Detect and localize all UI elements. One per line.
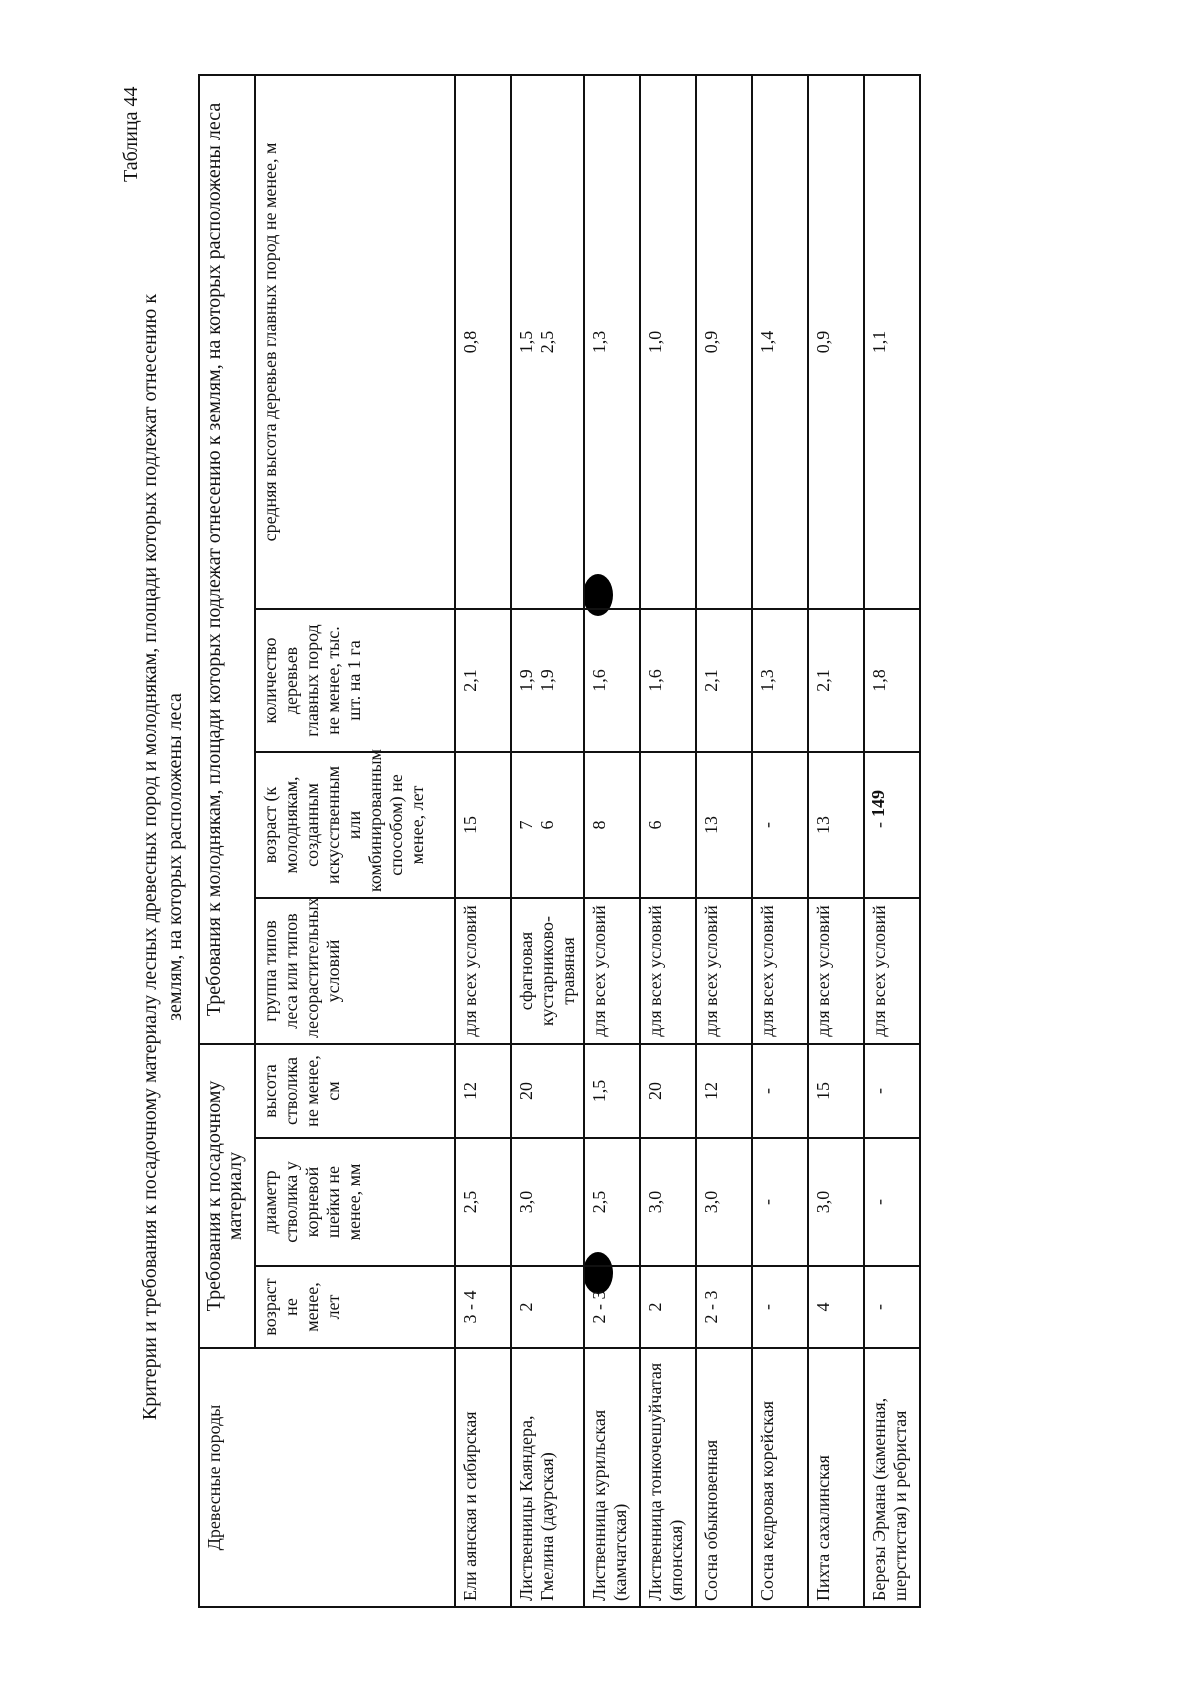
cell-forest-group: для всех условий (640, 898, 696, 1044)
header-avg-height: средняя высота деревьев главных пород не менее, м (255, 75, 455, 609)
cell-avg-height: 0,9 (808, 75, 864, 609)
header-young-age: возраст (к молоднякам, созданным искусственным или комбинированным способом) не менее, лет (255, 752, 455, 898)
cell-avg-height: 1,3 (584, 75, 640, 609)
table-row (864, 75, 920, 1607)
cell-count: 2,1 (455, 609, 511, 752)
cell-young-age: - (864, 752, 920, 898)
cell-age: 2 (511, 1266, 584, 1348)
header-species: Древесные породы (199, 1348, 455, 1607)
cell-young-age: - (752, 752, 808, 898)
cell-avg-height: 1,5 2,5 (511, 75, 584, 609)
cell-height: 1,5 (584, 1044, 640, 1138)
cell-avg-height: 1,4 (752, 75, 808, 609)
cell-avg-height: 1,0 (640, 75, 696, 609)
cell-forest-group: сфагновая кустарниково-травяная (511, 898, 584, 1044)
cell-species: Лиственница курильская (камчатская) (584, 1348, 640, 1607)
cell-height: 15 (808, 1044, 864, 1138)
cell-avg-height: 0,9 (696, 75, 752, 609)
cell-age: 2 - 3 (584, 1266, 640, 1348)
cell-young-age: 8 (584, 752, 640, 898)
cell-diameter: 3,0 (808, 1138, 864, 1266)
cell-diameter: - (864, 1138, 920, 1266)
cell-diameter: 2,5 (455, 1138, 511, 1266)
table-row (752, 75, 808, 1607)
cell-forest-group: для всех условий (808, 898, 864, 1044)
cell-height: - (752, 1044, 808, 1138)
cell-avg-height: 1,1 (864, 75, 920, 609)
cell-avg-height: 0,8 (455, 75, 511, 609)
cell-species: Ели аянская и сибирская (455, 1348, 511, 1607)
table-row (584, 75, 640, 1607)
cell-height: 20 (511, 1044, 584, 1138)
cell-species: Лиственницы Каяндера, Гмелина (даурская) (511, 1348, 584, 1607)
cell-height: 12 (455, 1044, 511, 1138)
cell-count: 2,1 (808, 609, 864, 752)
cell-height: - (864, 1044, 920, 1138)
cell-young-age: 6 (640, 752, 696, 898)
cell-young-age: 13 (808, 752, 864, 898)
table-row (696, 75, 752, 1607)
cell-diameter: 3,0 (696, 1138, 752, 1266)
table-row (455, 75, 511, 1607)
table-caption (138, 107, 188, 1607)
header-age: возраст не менее, лет (255, 1266, 455, 1348)
header-count: количество деревьев главных пород не менее, тыс. шт. на 1 га (255, 609, 455, 752)
cell-age: 4 (808, 1266, 864, 1348)
cell-height: 20 (640, 1044, 696, 1138)
cell-count: 1,9 1,9 (511, 609, 584, 752)
header-group-planting: Требования к посадочному материалу (199, 1044, 255, 1348)
cell-forest-group: для всех условий (584, 898, 640, 1044)
cell-age: 2 (640, 1266, 696, 1348)
cell-diameter: 2,5 (584, 1138, 640, 1266)
cell-forest-group: для всех условий (864, 898, 920, 1044)
cell-species: Пихта сахалинская (808, 1348, 864, 1607)
cell-young-age: 7 6 (511, 752, 584, 898)
cell-age: - (752, 1266, 808, 1348)
cell-age: 2 - 3 (696, 1266, 752, 1348)
cell-count: 1,6 (584, 609, 640, 752)
cell-forest-group: для всех условий (752, 898, 808, 1044)
cell-young-age: 13 (696, 752, 752, 898)
header-group-young: Требования к молоднякам, площади которых подлежат отнесению к землям, на которых расположены леса (199, 75, 255, 1044)
cell-count: 2,1 (696, 609, 752, 752)
cell-count: 1,6 (640, 609, 696, 752)
cell-age: - (864, 1266, 920, 1348)
cell-forest-group: для всех условий (696, 898, 752, 1044)
cell-young-age: 15 (455, 752, 511, 898)
cell-height: 12 (696, 1044, 752, 1138)
header-height: высота стволика не менее, см (255, 1044, 455, 1138)
caption-line-2: землям, на которых расположены леса (164, 693, 186, 1021)
cell-species: Лиственница тонкочешуйчатая (японская) (640, 1348, 696, 1607)
requirements-table (198, 74, 921, 1608)
cell-species: Сосна кедровая корейская (752, 1348, 808, 1607)
page-number: 149 (868, 790, 888, 817)
cell-age: 3 - 4 (455, 1266, 511, 1348)
table-row (640, 75, 696, 1607)
caption-line-1: Критерии и требования к посадочному материалу лесных древесных пород и молоднякам, площади которых подлежат отнесению к (139, 293, 161, 1421)
cell-diameter: - (752, 1138, 808, 1266)
header-forest-group: группа типов леса или типов лесорастительных условий (255, 898, 455, 1044)
cell-diameter: 3,0 (640, 1138, 696, 1266)
cell-diameter: 3,0 (511, 1138, 584, 1266)
cell-species: Березы Эрмана (каменная, шерстистая) и ребристая (864, 1348, 920, 1607)
table-row (808, 75, 864, 1607)
cell-forest-group: для всех условий (455, 898, 511, 1044)
table-row (511, 75, 584, 1607)
header-diameter: диаметр стволика у корневой шейки не менее, мм (255, 1138, 455, 1266)
cell-count: 1,3 (752, 609, 808, 752)
cell-count: 1,8 (864, 609, 920, 752)
table-label: Таблица 44 (120, 86, 142, 182)
cell-species: Сосна обыкновенная (696, 1348, 752, 1607)
